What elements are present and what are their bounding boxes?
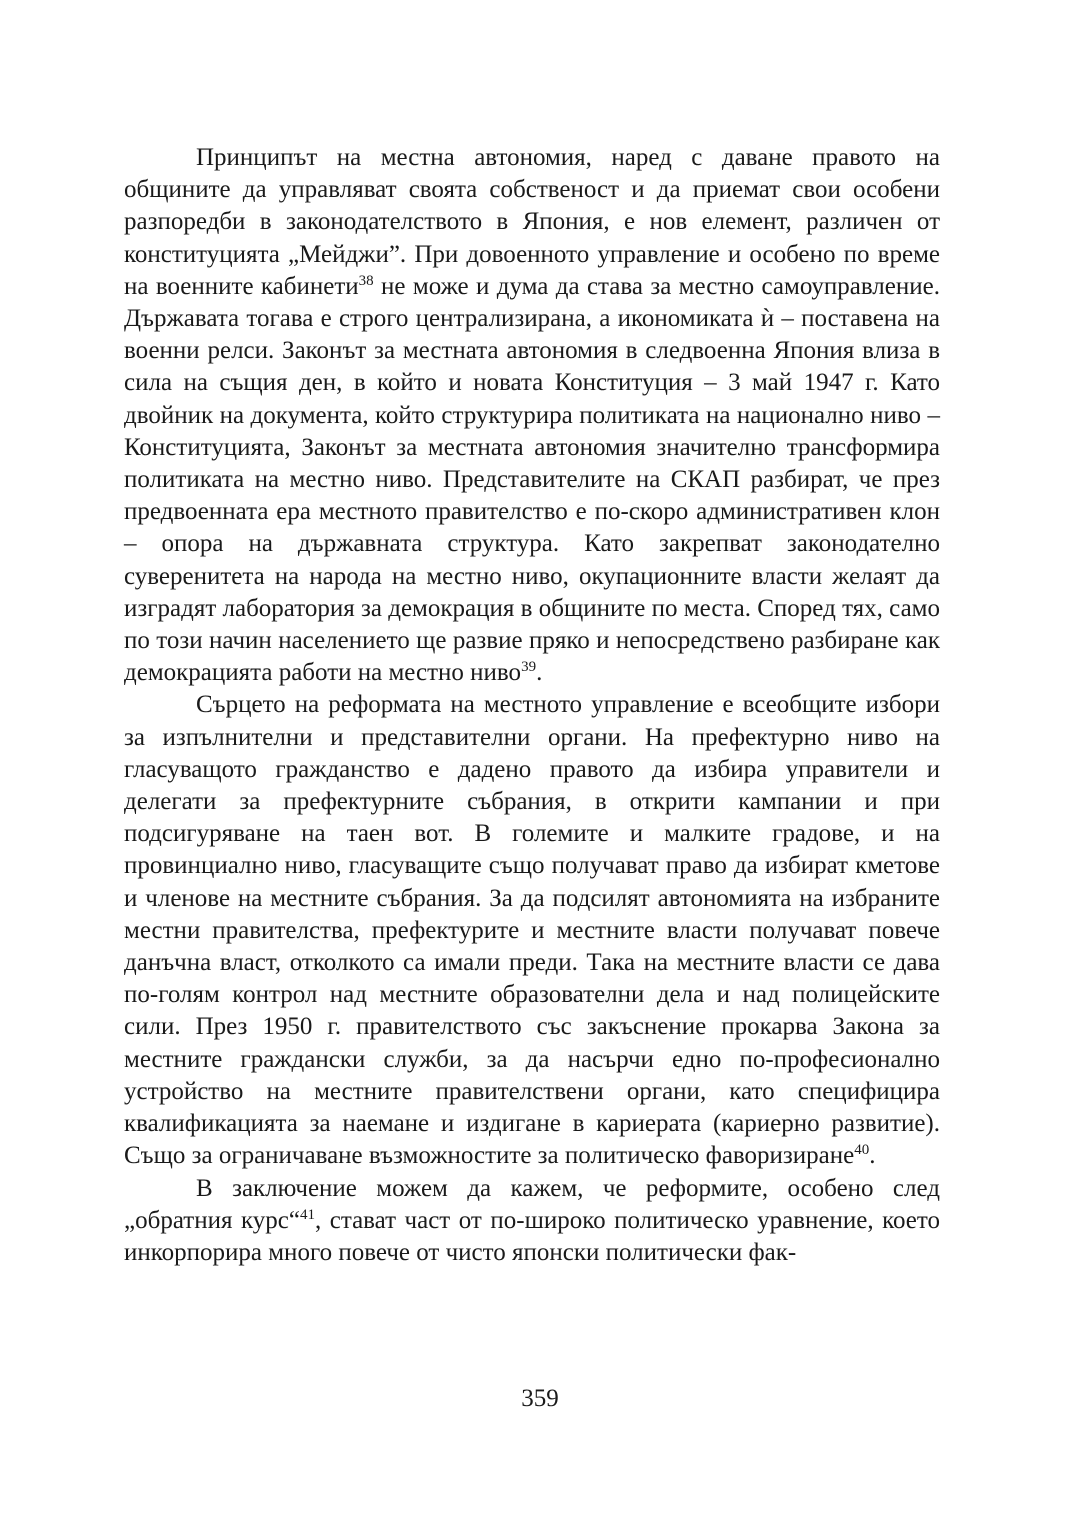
page-number: 359 [521,1385,559,1412]
paragraph [124,142,940,689]
footnote-ref[interactable]: 39 [521,659,537,676]
paragraph [124,689,940,1172]
footnote-ref[interactable]: 38 [358,272,374,289]
footnote-ref[interactable]: 41 [299,1206,315,1223]
paragraph-text: . [869,1142,876,1170]
paragraph-text: Принципът на местна автономия, наред с даване правото на общините да управляват своята собственост и да приемат свои особени разпоредби в законодателството в Япония, е нов елемент, различен от конституцията „Мейджи”. При довоенното управление и особено по време на военните кабинети [124,144,940,300]
paragraph-text: Сърцето на реформата на местното управление е всеобщите избори за изпълнителни и представителни органи. На префектурно ниво на гласуващото гражданство е дадено правото да избира управители и делегати за префектурните събрания, в открити кампании и при подсигуряване на таен вот. В големите и малките градове, и на провинциално ниво, гласуващите също получават право да избират кметове и членове на местните събрания. За да подсилят автономията на избраните местни правителства, префектурите и местните власти получават повече данъчна власт, отколкото са имали преди. Така на местните власти се дава по-голям контрол над местните образователни дела и над полицейските сили. През 1950 г. правителството със закъснение прокарва Закона за местните граждански служби, за да насърчи едно по-професионално устройство на местните правителствени органи, като специфицира квалификацията за наемане и издигане в кариерата (кариерно развитие). Също за ограничаване възможностите за политическо фаворизиране [124,691,940,1170]
page-body [124,142,940,1269]
paragraph-text: , стават част от по-широко политическо уравнение, което инкорпорира много повече от чисто японски политически фак- [124,1206,940,1266]
paragraph [124,1173,940,1270]
paragraph-text: В заключение можем да кажем, че реформите, особено след „обратния курс“ [124,1174,940,1234]
footnote-ref[interactable]: 40 [854,1142,870,1159]
paragraph-text: . [536,659,543,687]
paragraph-text: не може и дума да става за местно самоуправление. Държавата тогава е строго централизирана, а икономиката ѝ – поставена на военни релси. Законът за местната автономия в следвоенна Япония влиза в сила на същия ден, в който и новата Конституция – 3 май 1947 г. Като двойник на документа, който структурира политиката на национално ниво – Конституцията, Законът за местната автономия значително трансформира политиката на местно ниво. Представителите на СКАП разбират, че през предвоенната ера местното правителство е по-скоро административен клон – опора на държавната структура. Като закрепват законодателно суверенитета на народа на местно ниво, окупационните власти желаят да изградят лаборатория за демокрация в общините по места. Според тях, само по този начин населението ще развие пряко и непосредствено разбиране как демокрацията работи на местно ниво [124,272,940,687]
